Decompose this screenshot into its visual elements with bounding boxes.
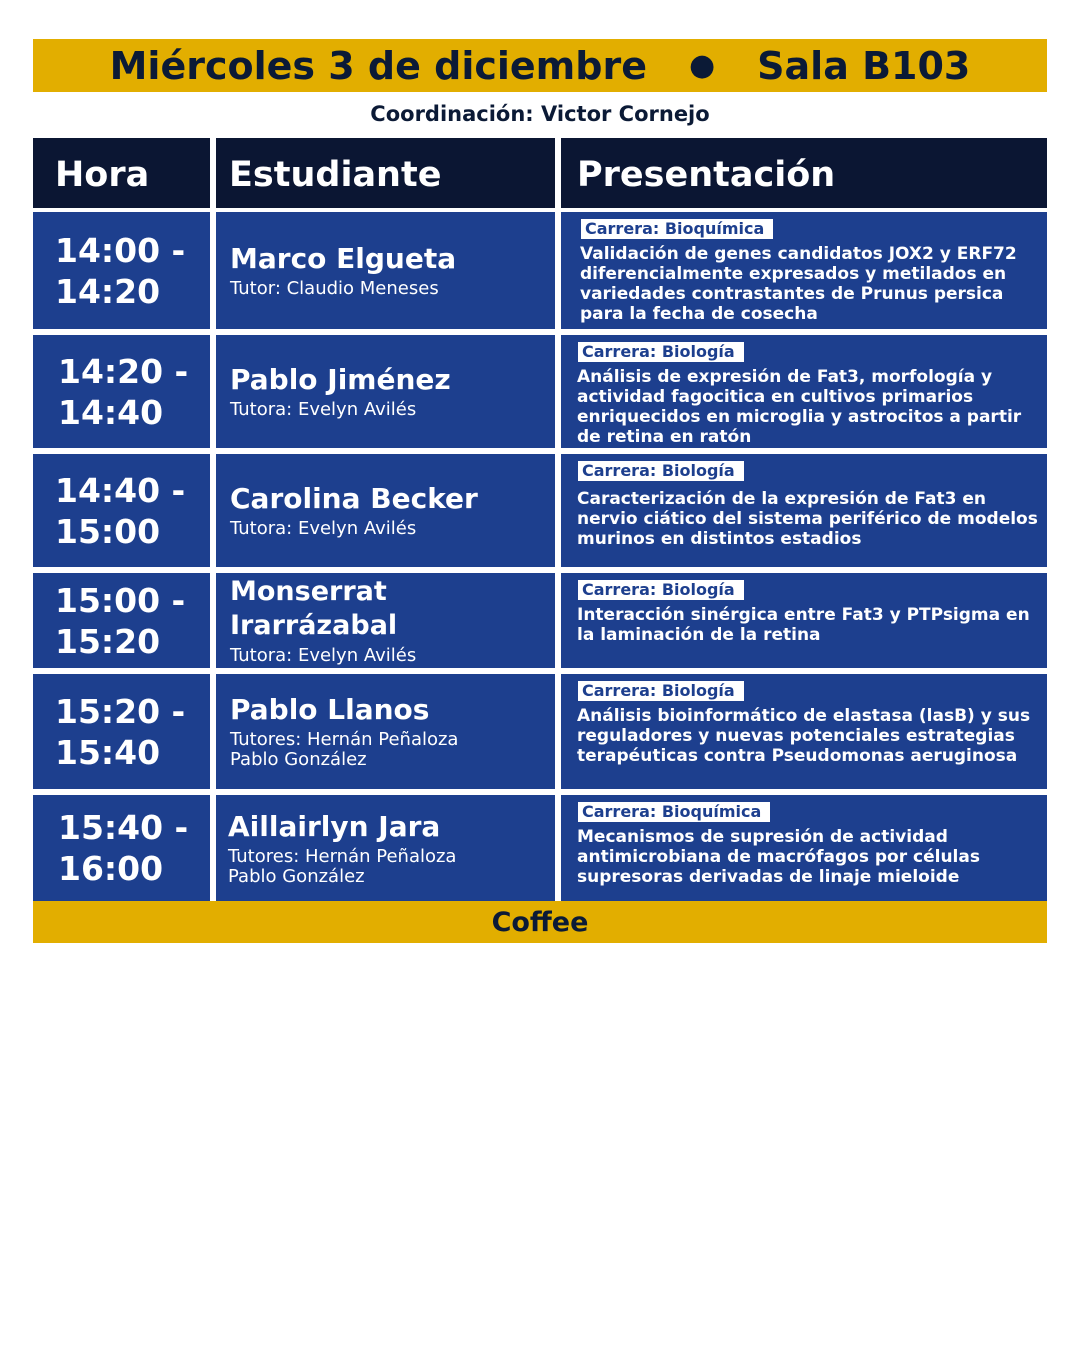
column-header-presentacion [561, 138, 1047, 208]
coordination-text: Coordinación: Victor Cornejo [370, 102, 710, 126]
time-end: 15:00 [55, 511, 161, 551]
presentation-title: Interacción sinérgica entre Fat3 y PTPsigma en la laminación de la retina [577, 605, 1030, 645]
tutor-name: Tutores: Hernán Peñaloza [230, 729, 459, 750]
coffee-label: Coffee [491, 906, 589, 938]
tutor-name: Tutora: Evelyn Avilés [230, 518, 417, 539]
career-badge: Carrera: Bioquímica [581, 219, 773, 239]
presentation-cell [561, 454, 1047, 567]
time-start: 14:20 - [58, 351, 189, 391]
presentation-cell [561, 212, 1047, 329]
tutor-name: Tutores: Hernán Peñaloza [228, 845, 457, 867]
time-cell [33, 795, 210, 901]
presentation-cell [561, 573, 1047, 668]
student-cell [216, 573, 555, 668]
time-start: 15:00 - [55, 580, 186, 620]
presentation-title: Mecanismos de supresión de actividad antimicrobiana de macrófagos por células supresoras derivadas de linaje mieloide [577, 827, 980, 887]
time-end: 14:20 [55, 271, 161, 311]
presentation-title: Validación de genes candidatos JOX2 y ERF72 diferencialmente expresados y metilados en variedades contrastantes de Prunus persica para la fecha de cosecha [580, 244, 1017, 324]
student-name: Aillairlyn Jara [228, 809, 441, 843]
student-name: Pablo Jiménez [230, 363, 451, 396]
tutor-name-2: Pablo González [228, 865, 365, 887]
tutor-name-2: Pablo González [230, 749, 367, 770]
presentation-cell [561, 335, 1047, 448]
date-text: Miércoles 3 de diciembre [109, 43, 647, 88]
column-header-label: Hora [55, 155, 150, 195]
room-text: Sala B103 [757, 43, 971, 88]
student-cell [216, 674, 555, 789]
time-end: 15:40 [55, 732, 161, 772]
separator-dot: ● [688, 48, 716, 83]
career-badge: Carrera: Biología [578, 681, 744, 701]
column-header-estudiante [216, 138, 555, 208]
column-header-label: Estudiante [229, 155, 442, 195]
time-end: 15:20 [55, 621, 161, 661]
student-name: Marco Elgueta [230, 242, 457, 275]
column-header-label: Presentación [577, 155, 836, 195]
time-start: 14:40 - [55, 470, 186, 510]
coffee-break-bar [33, 901, 1047, 943]
presentation-cell [561, 795, 1047, 901]
presentation-cell [561, 674, 1047, 789]
time-cell [33, 674, 210, 789]
time-cell [33, 454, 210, 567]
tutor-name: Tutor: Claudio Meneses [230, 278, 439, 299]
time-cell [33, 573, 210, 668]
time-cell [33, 335, 210, 448]
student-cell [216, 795, 555, 901]
career-badge: Carrera: Biología [578, 580, 744, 600]
student-cell [216, 454, 555, 567]
student-cell [216, 335, 555, 448]
date-room-banner [33, 39, 1047, 92]
student-name: Monserrat Irarrázabal [230, 576, 398, 641]
career-badge: Carrera: Biología [578, 342, 744, 362]
student-cell [216, 212, 555, 329]
time-start: 15:20 - [55, 691, 186, 731]
career-badge: Carrera: Bioquímica [578, 802, 770, 822]
time-start: 14:00 - [55, 230, 186, 270]
presentation-title: Análisis de expresión de Fat3, morfología y actividad fagocitica en cultivos primarios enriquecidos en microglia y astrocitos a partir de retina en ratón [577, 367, 1022, 447]
time-end: 14:40 [58, 392, 164, 432]
column-header-hora [33, 138, 210, 208]
student-name: Pablo Llanos [230, 693, 430, 726]
career-badge: Carrera: Biología [578, 461, 744, 481]
time-start: 15:40 - [58, 808, 189, 847]
presentation-title: Análisis bioinformático de elastasa (lasB) y sus reguladores y nuevas potenciales estrategias terapéuticas contra Pseudomonas aeruginosa [577, 706, 1031, 766]
presentation-title: Caracterización de la expresión de Fat3 en nervio ciático del sistema periférico de modelos murinos en distintos estadios [577, 489, 1038, 549]
tutor-name: Tutora: Evelyn Avilés [230, 645, 417, 666]
tutor-name: Tutora: Evelyn Avilés [230, 399, 417, 420]
student-name: Carolina Becker [230, 482, 478, 515]
time-end: 16:00 [58, 849, 164, 888]
time-cell [33, 212, 210, 329]
